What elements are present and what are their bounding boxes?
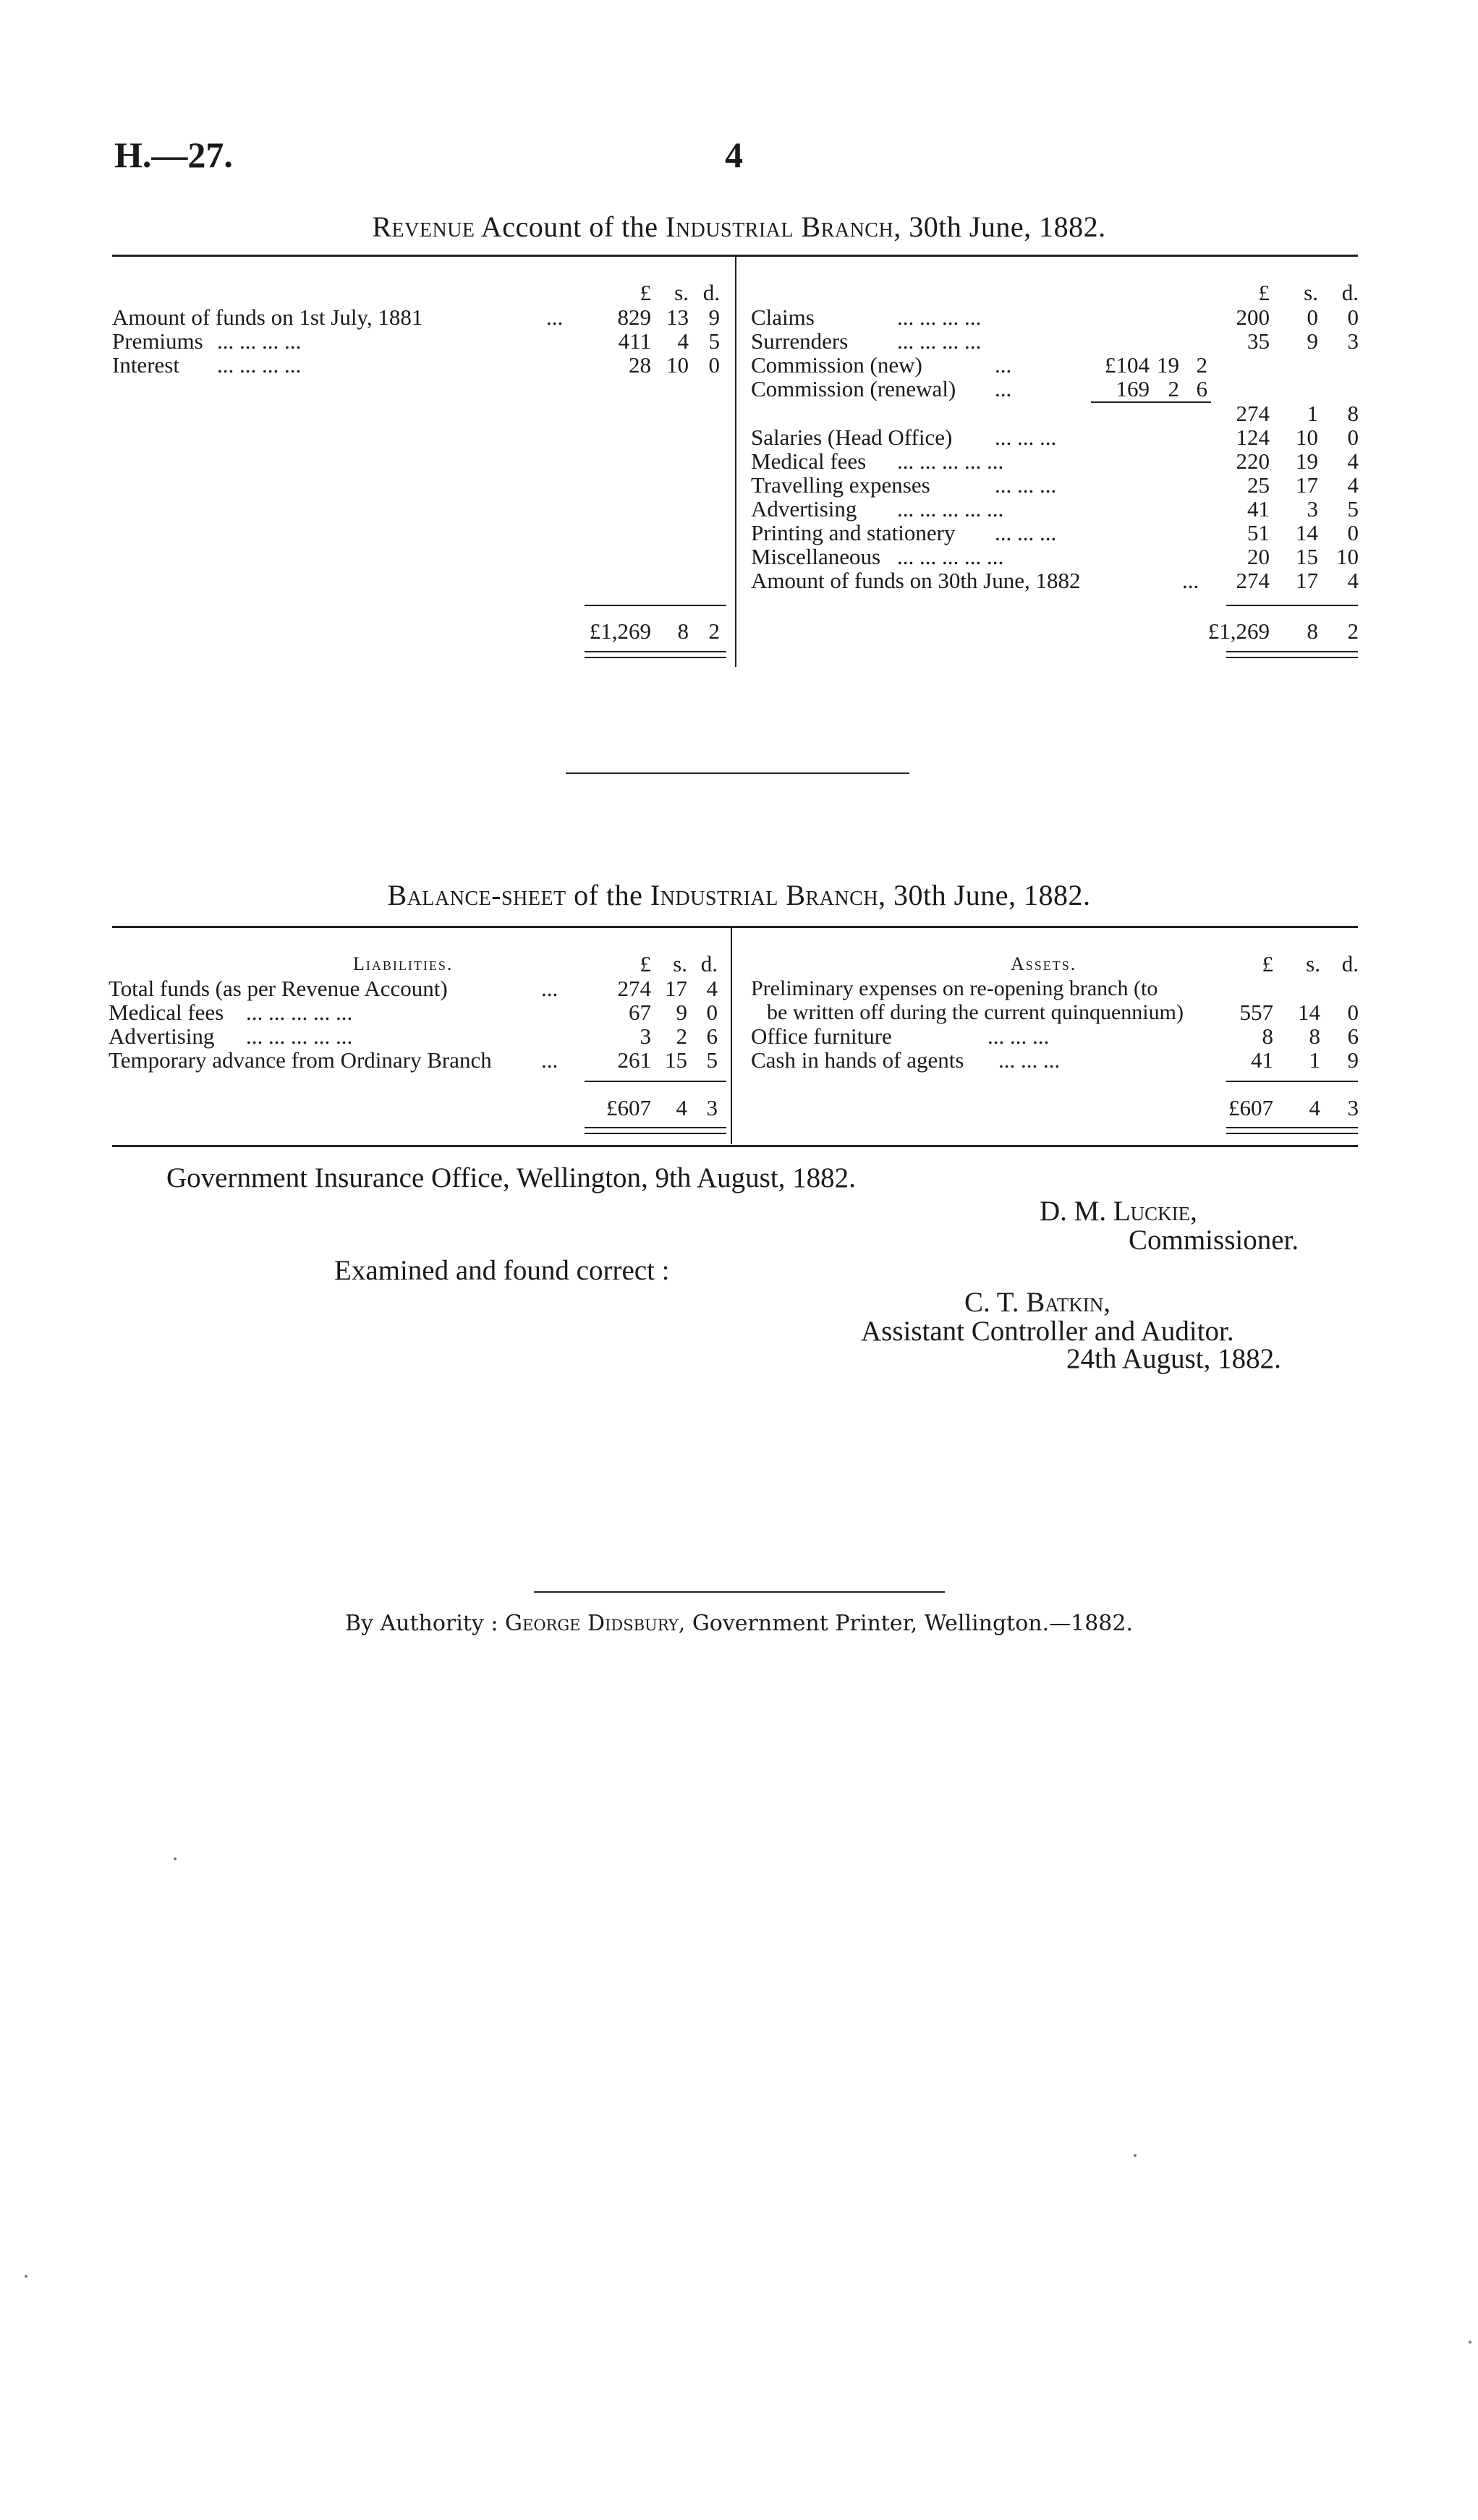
paper-speck [1134, 2154, 1137, 2157]
revenue-left-total-pence: 2 [708, 618, 720, 644]
revenue-left-dots: ... ... ... ... [217, 352, 302, 378]
revenue-right-dots: ... [995, 376, 1012, 401]
footer-rule [534, 1591, 945, 1593]
amount-shillings: 4 [677, 328, 689, 354]
revenue-right-shillings-head: s. [1304, 280, 1318, 305]
asset-label: be written off during the current quinquennium) [767, 1000, 1184, 1024]
revenue-right-pence-head: d. [1341, 280, 1359, 305]
amount-pounds: 829 [617, 305, 651, 330]
amount-shillings: 10 [1296, 425, 1318, 450]
amount-pounds: 220 [1236, 448, 1270, 474]
amount-pence: 4 [1347, 448, 1359, 474]
revenue-right-label: Printing and stationery [751, 520, 956, 545]
amount-pence: 5 [706, 1047, 718, 1073]
revenue-right-total-pounds: £1,269 [1207, 618, 1270, 644]
revenue-left-pounds-head: £ [640, 280, 651, 305]
amount-pence: 3 [1347, 328, 1359, 354]
liabilities-total-rule-1 [585, 1127, 726, 1128]
amount-shillings: 14 [1298, 1000, 1320, 1025]
liabilities-total-shillings: 4 [676, 1095, 687, 1120]
assets-total-pounds: £607 [1228, 1095, 1273, 1120]
amount-pence: 2 [1196, 352, 1207, 378]
balance-title-part-4: , 30th June, 1882. [878, 879, 1091, 911]
amount-shillings: 3 [1307, 496, 1318, 522]
balance-center-divider [731, 926, 732, 1144]
document-code: H.—27. [114, 135, 233, 175]
amount-pounds: 41 [1247, 496, 1270, 522]
liabilities-shillings-head: s. [673, 951, 687, 976]
paper-speck [174, 1857, 177, 1860]
amount-pence: 6 [1347, 1023, 1359, 1049]
amount-pounds: 20 [1247, 544, 1270, 569]
amount-pence: 9 [708, 305, 720, 330]
assets-shillings-head: s. [1306, 951, 1320, 976]
assets-total-rule-2 [1226, 1133, 1358, 1134]
printer-imprint [0, 1611, 1478, 1636]
liability-dots: ... ... ... ... ... [246, 1000, 353, 1025]
asset-dots: ... ... ... [988, 1023, 1050, 1049]
liability-label: Medical fees [109, 1000, 224, 1025]
signer2-title: Assistant Controller and Auditor. [861, 1316, 1234, 1347]
amount-shillings: 15 [1296, 544, 1318, 569]
liability-dots: ... ... ... ... ... [246, 1023, 353, 1049]
amount-pounds: 274 [1236, 401, 1270, 426]
imprint-suffix: , Government Printer, Wellington.—1882. [678, 1611, 1134, 1636]
liabilities-total-top-rule [585, 1081, 726, 1082]
revenue-right-total-shillings: 8 [1307, 618, 1318, 644]
revenue-right-total-top-rule [1226, 605, 1358, 606]
amount-pounds: £104 [1105, 352, 1150, 378]
asset-label: Preliminary expenses on re-opening branch (to [751, 976, 1158, 1000]
amount-shillings: 2 [676, 1023, 687, 1049]
amount-shillings: 13 [666, 305, 689, 330]
page-number: 4 [725, 135, 743, 175]
liabilities-total-pounds: £607 [606, 1095, 651, 1120]
amount-pence: 0 [706, 1000, 718, 1025]
amount-pounds: 274 [1236, 568, 1270, 593]
assets-pounds-head: £ [1262, 951, 1273, 976]
revenue-right-dots: ... ... ... [995, 425, 1057, 450]
asset-label: Cash in hands of agents [751, 1047, 964, 1073]
amount-shillings: 17 [1296, 568, 1318, 593]
revenue-commission-subtotal-rule [1091, 401, 1211, 403]
revenue-right-label: Medical fees [751, 448, 867, 474]
revenue-right-dots: ... ... ... [995, 472, 1057, 498]
amount-shillings: 9 [676, 1000, 687, 1025]
liability-label: Advertising [109, 1023, 215, 1049]
amount-shillings: 14 [1296, 520, 1318, 545]
balance-sheet-title [0, 878, 1478, 912]
amount-pence: 10 [1336, 544, 1359, 569]
amount-pence: 0 [1347, 520, 1359, 545]
amount-pounds: 41 [1251, 1047, 1273, 1073]
revenue-right-dots: ... ... ... ... ... [897, 544, 1004, 569]
amount-pence: 9 [1347, 1047, 1359, 1073]
amount-shillings: 19 [1296, 448, 1318, 474]
revenue-left-total-shillings: 8 [677, 618, 689, 644]
revenue-left-label: Amount of funds on 1st July, 1881 [112, 305, 423, 330]
revenue-title-part-3: Industrial Branch [666, 210, 894, 243]
signer2-name: C. T. Batkin, [964, 1287, 1110, 1318]
amount-pence: 0 [1347, 425, 1359, 450]
assets-total-rule-1 [1226, 1127, 1358, 1128]
amount-pounds: 35 [1247, 328, 1270, 354]
amount-pence: 0 [1347, 1000, 1359, 1025]
examined-line: Examined and found correct : [334, 1255, 670, 1286]
amount-pence: 4 [706, 976, 718, 1001]
amount-pence: 5 [1347, 496, 1359, 522]
revenue-left-dots: ... [546, 305, 564, 330]
balance-title-part-2: of the [566, 879, 650, 911]
revenue-right-label: Commission (new) [751, 352, 922, 378]
signer1-title: Commissioner. [1129, 1225, 1299, 1256]
liabilities-heading: Liabilities. [353, 953, 454, 974]
liability-label: Total funds (as per Revenue Account) [109, 976, 448, 1001]
amount-pounds: 557 [1239, 1000, 1273, 1025]
revenue-right-dots: ... [1182, 568, 1199, 593]
section-separator [566, 772, 909, 774]
revenue-right-label: Claims [751, 305, 815, 330]
revenue-right-dots: ... ... ... [995, 520, 1057, 545]
liability-label: Temporary advance from Ordinary Branch [109, 1047, 492, 1073]
revenue-left-total-top-rule [585, 605, 726, 606]
amount-pounds: 274 [617, 976, 651, 1001]
revenue-right-label: Travelling expenses [751, 472, 930, 498]
revenue-center-divider [735, 255, 736, 667]
balance-title-part-1: Balance-sheet [387, 879, 566, 911]
revenue-left-total-pounds: £1,269 [589, 618, 651, 644]
revenue-right-pounds-head: £ [1258, 280, 1270, 305]
revenue-right-label: Surrenders [751, 328, 849, 354]
revenue-right-total-rule-2 [1226, 657, 1358, 658]
amount-shillings: 8 [1309, 1023, 1320, 1049]
revenue-right-dots: ... ... ... ... [897, 305, 982, 330]
amount-pounds: 169 [1116, 376, 1150, 401]
amount-pounds: 8 [1262, 1023, 1273, 1049]
revenue-left-shillings-head: s. [674, 280, 689, 305]
balance-title-part-3: Industrial Branch [650, 879, 879, 911]
liability-dots: ... [541, 976, 559, 1001]
revenue-title-part-2: Account of the [475, 210, 666, 243]
revenue-right-total-pence: 2 [1347, 618, 1359, 644]
balance-top-rule [112, 926, 1358, 928]
assets-total-shillings: 4 [1309, 1095, 1320, 1120]
assets-total-top-rule [1226, 1081, 1358, 1082]
revenue-right-label: Salaries (Head Office) [751, 425, 953, 450]
revenue-account-title [0, 210, 1478, 244]
amount-pence: 0 [708, 352, 720, 378]
office-date-line: Government Insurance Office, Wellington, 9th August, 1882. [166, 1162, 856, 1193]
amount-pounds: 261 [617, 1047, 651, 1073]
amount-pence: 0 [1347, 305, 1359, 330]
asset-label: Office furniture [751, 1023, 892, 1049]
paper-speck [1469, 2341, 1471, 2344]
amount-pounds: 124 [1236, 425, 1270, 450]
liability-dots: ... [541, 1047, 559, 1073]
amount-pounds: 411 [618, 328, 651, 354]
revenue-left-total-rule-2 [585, 657, 726, 658]
revenue-left-label: Interest [112, 352, 179, 378]
revenue-right-label: Commission (renewal) [751, 376, 956, 401]
amount-shillings: 15 [665, 1047, 687, 1073]
revenue-right-dots: ... ... ... ... ... [897, 448, 1004, 474]
amount-shillings: 1 [1309, 1047, 1320, 1073]
amount-shillings: 10 [666, 352, 689, 378]
amount-shillings: 17 [1296, 472, 1318, 498]
amount-shillings: 0 [1307, 305, 1318, 330]
amount-pence: 4 [1347, 568, 1359, 593]
amount-pence: 8 [1347, 401, 1359, 426]
imprint-printer-name: George Didsbury [505, 1611, 679, 1636]
revenue-title-part-1: Revenue [372, 210, 475, 243]
signer2-date: 24th August, 1882. [1066, 1343, 1281, 1374]
paper-speck [25, 2275, 27, 2278]
revenue-right-label: Amount of funds on 30th June, 1882 [751, 568, 1081, 593]
assets-pence-head: d. [1341, 951, 1359, 976]
amount-pounds: 25 [1247, 472, 1270, 498]
revenue-left-total-rule-1 [585, 651, 726, 652]
revenue-right-dots: ... ... ... ... [897, 328, 982, 354]
revenue-left-pence-head: d. [702, 280, 720, 305]
revenue-right-dots: ... [995, 352, 1012, 378]
amount-shillings: 2 [1168, 376, 1179, 401]
assets-heading: Assets. [1011, 953, 1077, 974]
balance-bottom-rule [112, 1145, 1358, 1147]
assets-total-pence: 3 [1347, 1095, 1359, 1120]
revenue-right-label: Miscellaneous [751, 544, 881, 569]
amount-pounds: 28 [629, 352, 651, 378]
amount-pounds: 67 [629, 1000, 651, 1025]
amount-pence: 5 [708, 328, 720, 354]
liabilities-pence-head: d. [700, 951, 718, 976]
amount-pounds: 200 [1236, 305, 1270, 330]
amount-pounds: 3 [640, 1023, 651, 1049]
revenue-right-total-rule-1 [1226, 651, 1358, 652]
amount-pence: 6 [706, 1023, 718, 1049]
amount-shillings: 1 [1307, 401, 1318, 426]
liabilities-total-pence: 3 [706, 1095, 718, 1120]
asset-dots: ... ... ... [998, 1047, 1061, 1073]
liabilities-pounds-head: £ [640, 951, 651, 976]
revenue-right-dots: ... ... ... ... ... [897, 496, 1004, 522]
revenue-left-dots: ... ... ... ... [217, 328, 302, 354]
liabilities-total-rule-2 [585, 1133, 726, 1134]
amount-pence: 4 [1347, 472, 1359, 498]
revenue-left-label: Premiums [112, 328, 203, 354]
amount-shillings: 19 [1157, 352, 1179, 378]
signer1-name: D. M. Luckie, [1040, 1196, 1197, 1227]
amount-shillings: 17 [665, 976, 687, 1001]
amount-shillings: 9 [1307, 328, 1318, 354]
amount-pounds: 51 [1247, 520, 1270, 545]
imprint-prefix: By Authority : [344, 1611, 506, 1636]
amount-pence: 6 [1196, 376, 1207, 401]
revenue-right-label: Advertising [751, 496, 857, 522]
revenue-title-part-4: , 30th June, 1882. [893, 210, 1106, 243]
